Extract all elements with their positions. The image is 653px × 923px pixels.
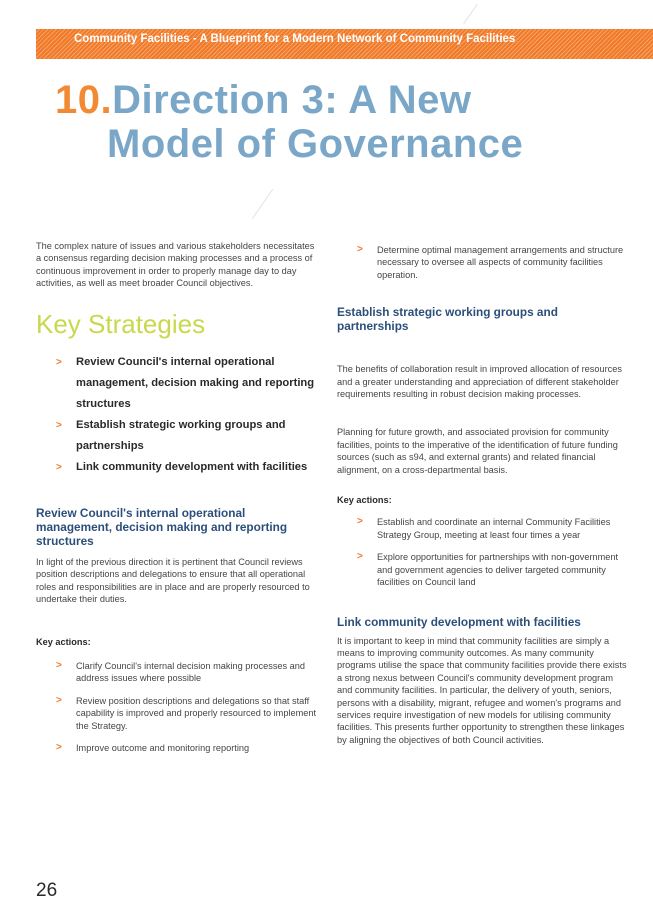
chevron-right-icon: > <box>56 694 62 706</box>
action-text: Improve outcome and monitoring reporting <box>76 743 250 754</box>
page-title <box>55 78 523 166</box>
list-item <box>56 695 318 732</box>
review-actions-list <box>36 660 318 754</box>
title-line-2: Model of Governance <box>107 122 524 166</box>
chevron-right-icon: > <box>357 516 363 528</box>
chevron-right-icon: > <box>56 742 62 754</box>
partnerships-paragraph-2: Planning for future growth, and associated provision for community facilities, points to the imperative of the identification of future funding sources (such as s94, and external grants) and related financial alignment, on a cross-departmental basis. <box>337 427 618 475</box>
link-section-heading: Link community development with facilities <box>337 614 581 629</box>
action-text: Clarify Council's internal decision making processes and address issues where possible <box>76 661 305 684</box>
strategy-label: Review Council's internal operational management, decision making and reporting structures <box>76 356 315 411</box>
chevron-right-icon: > <box>56 660 62 672</box>
chevron-right-icon: > <box>357 244 363 255</box>
strategy-label: Establish strategic working groups and partnerships <box>76 419 286 453</box>
list-item <box>56 457 318 478</box>
chevron-right-icon: > <box>357 551 363 563</box>
list-item <box>56 742 318 754</box>
review-section-heading: Review Council's internal operational management, decision making and reporting structures <box>36 506 288 549</box>
review-actions-continued <box>337 244 627 281</box>
key-actions-label: Key actions: <box>337 495 392 506</box>
key-actions-label: Key actions: <box>36 636 91 647</box>
right-column <box>337 244 627 746</box>
partnerships-paragraph-1: The benefits of collaboration result in improved allocation of resources and a greater understanding and appreciation of different stakeholder requirements resulting in robust decision making processes. <box>337 364 622 400</box>
intro-paragraph: The complex nature of issues and various stakeholders necessitates a consensus regarding decision making processes and a process of continuous improvement in order to properly manage day to day activities, as well as meet broader Council objectives. <box>36 241 315 289</box>
left-column <box>36 240 318 765</box>
strategy-label: Link community development with facilities <box>76 461 308 474</box>
list-item <box>56 415 318 457</box>
title-line-1: Direction 3: A New <box>112 78 472 122</box>
chevron-right-icon: > <box>56 462 62 474</box>
key-strategies-list <box>36 352 318 478</box>
key-strategies-heading: Key Strategies <box>36 308 206 339</box>
list-item <box>56 352 318 415</box>
header-banner <box>36 29 653 59</box>
page-number: 26 <box>36 880 58 901</box>
list-item <box>357 551 627 588</box>
chevron-right-icon: > <box>56 357 62 369</box>
chevron-right-icon: > <box>56 420 62 432</box>
list-item <box>357 516 627 541</box>
list-item <box>56 660 318 685</box>
action-text: Establish and coordinate an internal Community Facilities Strategy Group, meeting at least four times a year <box>377 517 611 540</box>
decorative-line <box>252 189 273 219</box>
decorative-line <box>463 4 478 24</box>
section-number: 10. <box>55 78 113 122</box>
banner-title: Community Facilities - A Blueprint for a Modern Network of Community Facilities <box>74 33 516 45</box>
partnerships-actions-list <box>337 516 627 588</box>
link-section-body: It is important to keep in mind that community facilities are simply a means to improving community outcomes. As many community programs utilise the space that community facilities provide there exists a strong nexus between Council's community development program and community facilities. In particular, the delivery of youth, seniors, persons with a disability, migrant, refugee and women's programs and services require investigation of new models for utilising community facilities. This presents further opportunity to strengthen these linkages by aligning the objectives of both Council activities. <box>337 635 627 745</box>
partnerships-heading: Establish strategic working groups and partnerships <box>337 305 558 334</box>
list-item <box>357 244 627 281</box>
action-text: Explore opportunities for partnerships with non-government and government agencies to deliver targeted community facilities on Council land <box>377 552 619 588</box>
review-section-body: In light of the previous direction it is pertinent that Council reviews position descriptions and delegations to ensure that all operational roles and responsibilities are in place and are properly resourced to undertake their duties. <box>36 557 310 605</box>
action-text: Review position descriptions and delegations so that staff capability is improved and properly resourced to implement the Strategy. <box>76 695 317 731</box>
action-text: Determine optimal management arrangements and structure necessary to oversee all aspects of community facilities operation. <box>377 245 624 280</box>
